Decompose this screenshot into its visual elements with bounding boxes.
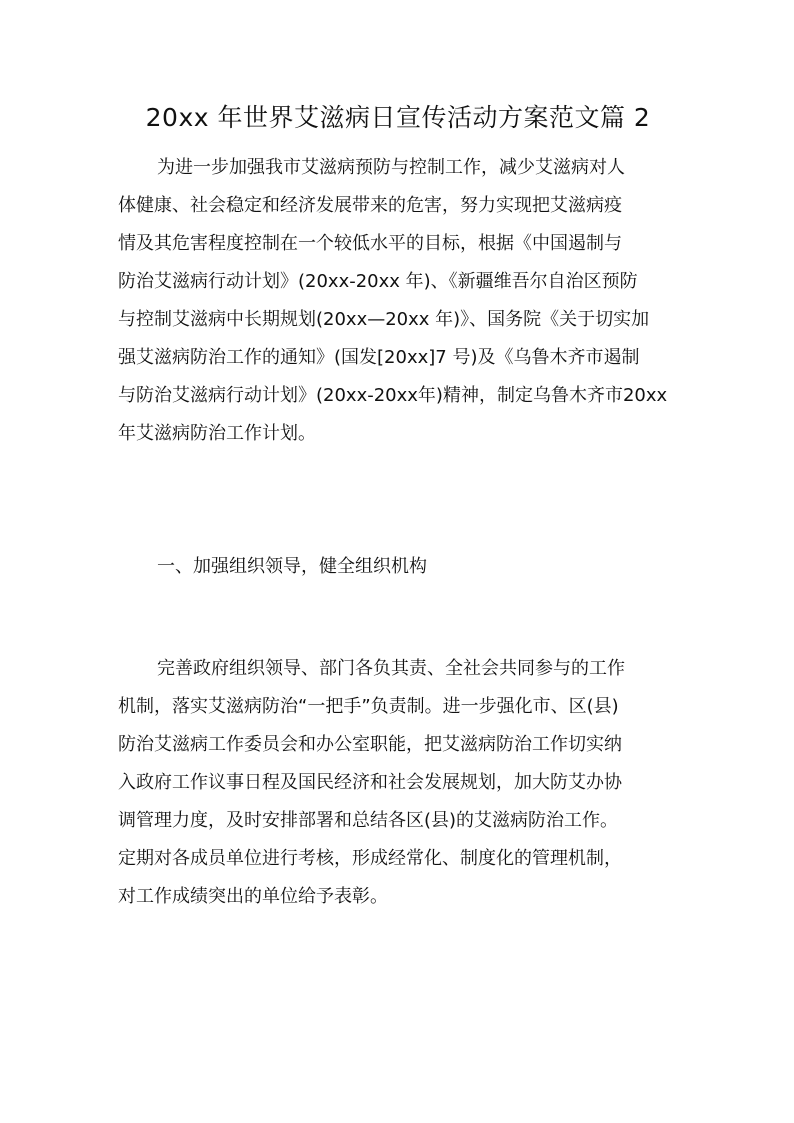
section-heading-block xyxy=(118,548,686,586)
section-heading: 一、加强组织领导，健全组织机构 xyxy=(157,556,427,577)
paragraph-line: 强艾滋病防治工作的通知》(国发[20xx]7 号)及《乌鲁木齐市遏制 xyxy=(118,347,640,368)
paragraph-line: 调管理力度，及时安排部署和总结各区(县)的艾滋病防治工作。 xyxy=(118,810,619,831)
paragraph-line: 与控制艾滋病中长期规划(20xx—20xx 年)》、国务院《关于切实加 xyxy=(118,309,650,330)
paragraph-line: 防治艾滋病行动计划》(20xx-20xx 年)、《新疆维吾尔自治区预防 xyxy=(118,271,638,292)
paragraph-line: 情及其危害程度控制在一个较低水平的目标，根据《中国遏制与 xyxy=(118,233,622,254)
paragraph-line: 完善政府组织领导、部门各负其责、全社会共同参与的工作 xyxy=(157,658,625,679)
document-title: 20xx 年世界艾滋病日宣传活动方案范文篇 2 xyxy=(145,103,651,132)
section-paragraph xyxy=(118,650,686,916)
paragraph-line: 机制，落实艾滋病防治“一把手”负责制。进一步强化市、区(县) xyxy=(118,696,619,717)
paragraph-line: 体健康、社会稳定和经济发展带来的危害，努力实现把艾滋病疫 xyxy=(118,195,622,216)
paragraph-line: 防治艾滋病工作委员会和办公室职能，把艾滋病防治工作切实纳 xyxy=(118,734,622,755)
paragraph-line: 入政府工作议事日程及国民经济和社会发展规划，加大防艾办协 xyxy=(118,772,622,793)
intro-paragraph xyxy=(118,149,686,453)
paragraph-line: 为进一步加强我市艾滋病预防与控制工作，减少艾滋病对人 xyxy=(157,157,625,178)
paragraph-line: 定期对各成员单位进行考核，形成经常化、制度化的管理机制， xyxy=(118,848,622,869)
paragraph-line: 与防治艾滋病行动计划》(20xx-20xx年)精神，制定乌鲁木齐市20xx xyxy=(118,385,668,406)
paragraph-line: 年艾滋病防治工作计划。 xyxy=(118,423,316,444)
paragraph-line: 对工作成绩突出的单位给予表彰。 xyxy=(118,886,388,907)
